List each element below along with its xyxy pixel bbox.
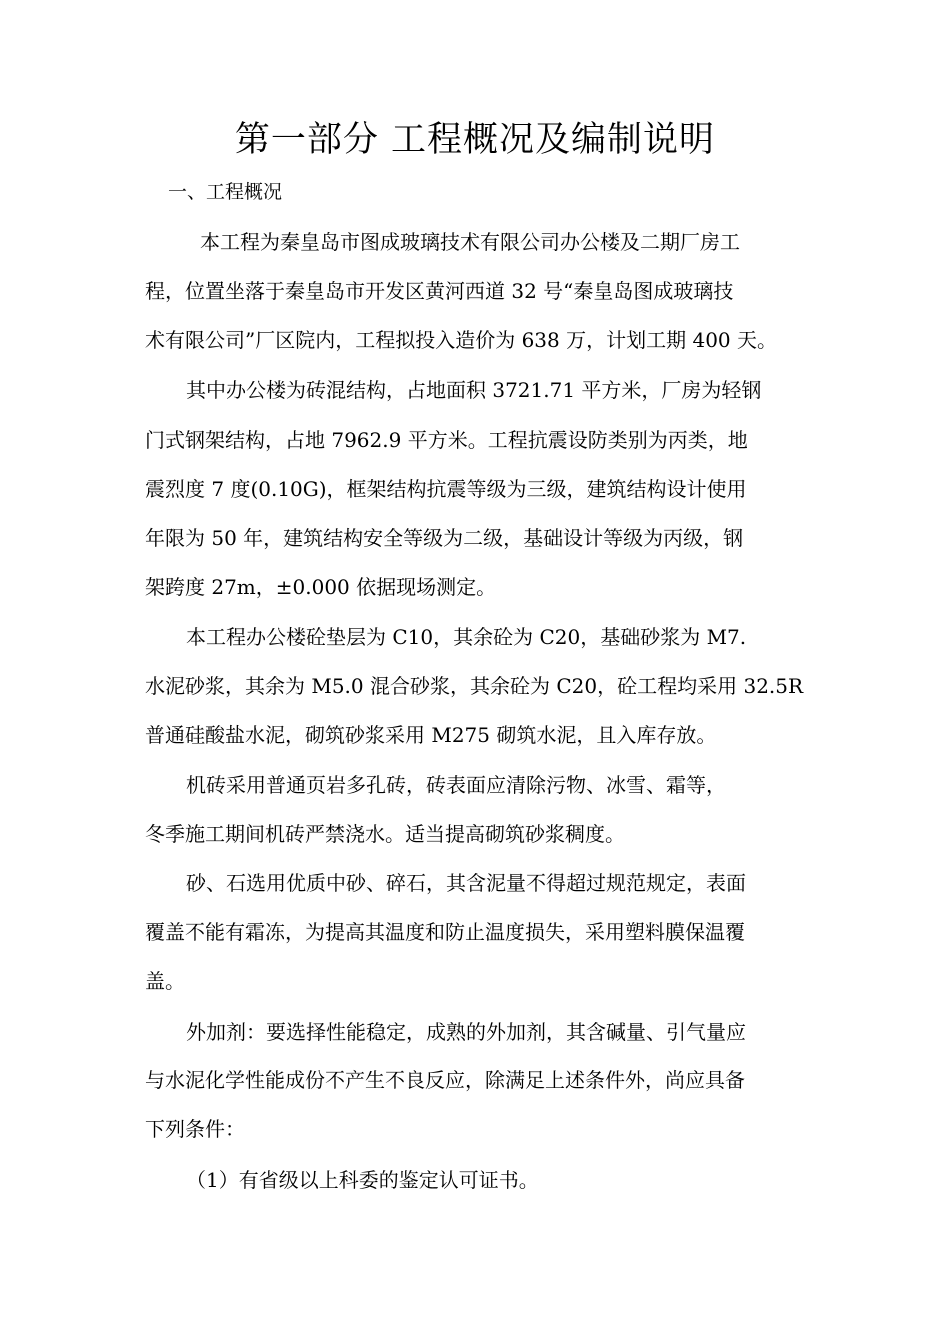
- body-line-3: 术有限公司”厂区院内，工程拟投入造价为 638 万，计划工期 400 天。: [145, 328, 778, 352]
- body-line-2: 程，位置坐落于秦皇岛市开发区黄河西道 32 号“秦皇岛图成玻璃技: [145, 279, 734, 303]
- body-line-19: 下列条件：: [145, 1117, 245, 1141]
- body-line-10: 水泥砂浆，其余为 M5.0 混合砂浆，其余砼为 C20，砼工程均采用 32.5R: [145, 674, 804, 698]
- body-line-6: 震烈度 7 度(0.10G)，框架结构抗震等级为三级，建筑结构设计使用: [145, 477, 747, 501]
- body-line-9: 本工程办公楼砼垫层为 C10，其余砼为 C20，基础砂浆为 M7.: [186, 625, 747, 649]
- body-line-13: 冬季施工期间机砖严禁浇水。适当提高砌筑砂浆稠度。: [145, 822, 625, 846]
- body-line-18: 与水泥化学性能成份不产生不良反应，除满足上述条件外，尚应具备: [145, 1068, 745, 1092]
- body-line-8: 架跨度 27m，±0.000 依据现场测定。: [145, 575, 497, 599]
- body-line-12: 机砖采用普通页岩多孔砖，砖表面应清除污物、冰雪、霜等，: [186, 773, 726, 797]
- list-item-1: （1）有省级以上科委的鉴定认可证书。: [186, 1168, 539, 1192]
- body-line-16: 盖。: [145, 969, 185, 993]
- body-line-14: 砂、石选用优质中砂、碎石，其含泥量不得超过规范规定，表面: [186, 871, 746, 895]
- body-line-15: 覆盖不能有霜冻，为提高其温度和防止温度损失，采用塑料膜保温覆: [145, 920, 745, 944]
- body-line-1: 本工程为秦皇岛市图成玻璃技术有限公司办公楼及二期厂房工: [200, 230, 740, 254]
- body-line-11: 普通硅酸盐水泥，砌筑砂浆采用 M275 砌筑水泥，且入库存放。: [145, 723, 717, 747]
- body-line-4: 其中办公楼为砖混结构，占地面积 3721.71 平方米，厂房为轻钢: [186, 378, 762, 402]
- body-line-17: 外加剂：要选择性能稳定，成熟的外加剂，其含碱量、引气量应: [186, 1020, 746, 1044]
- document-title: 第一部分 工程概况及编制说明: [234, 120, 716, 160]
- section-heading: 一、工程概况: [168, 181, 283, 203]
- body-line-7: 年限为 50 年，建筑结构安全等级为二级，基础设计等级为丙级，钢: [145, 526, 744, 550]
- body-line-5: 门式钢架结构，占地 7962.9 平方米。工程抗震设防类别为丙类，地: [145, 428, 748, 452]
